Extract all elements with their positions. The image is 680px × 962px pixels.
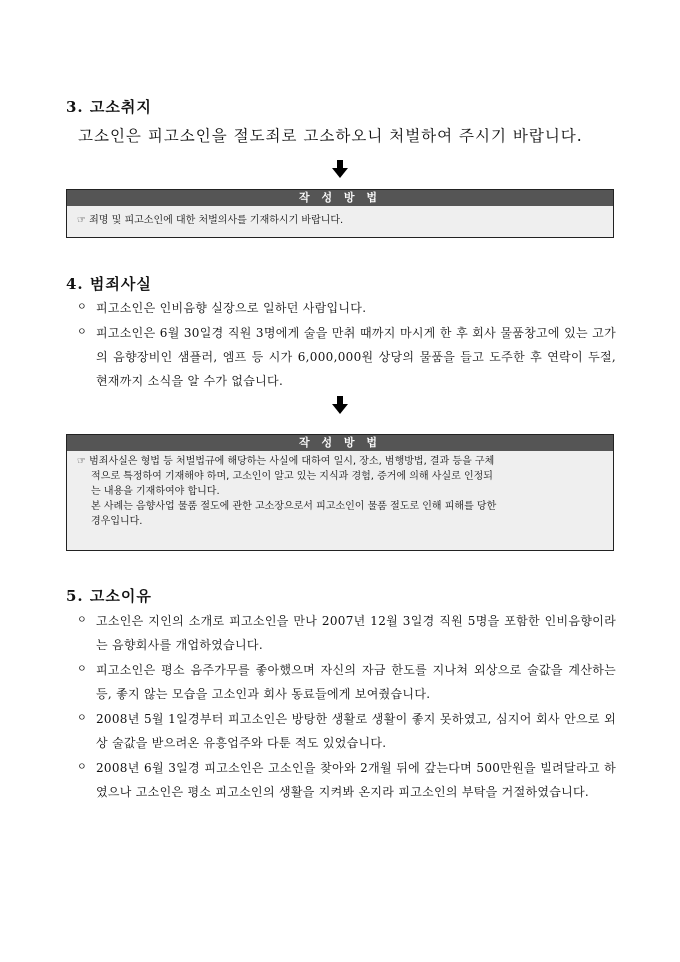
list-item-text: 2008년 5월 1일경부터 피고소인은 방탕한 생활로 생활이 좋지 못하였고, 심지어 회사 안으로 외상 술값을 받으려온 유흥업주와 다툰 적도 있었습니다. (96, 712, 616, 750)
list-item-text: 피고소인은 6월 30일경 직원 3명에게 술을 만취 때까지 마시게 한 후 회사 물품창고에 있는 고가의 음향장비인 샘플러, 엠프 등 시가 6,000,000원 상당의 물품을 들고 도주한 후 연락이 두절, 현재까지 소식을 알 수가 없습니다. (96, 326, 616, 388)
guide-line: 적으로 특정하여 기재해야 하며, 고소인이 알고 있는 지식과 경험, 증거에 의해 사실로 인정되 (91, 471, 493, 482)
guide-line: ☞ 죄명 및 피고소인에 대한 처벌의사를 기재하시기 바랍니다. (77, 215, 344, 226)
section3-guide-box (66, 189, 614, 238)
list-item (76, 707, 616, 755)
guide-body (67, 206, 613, 232)
guide-line: 는 내용을 기재하여야 합니다. (91, 486, 220, 497)
bullet-circle-icon: ㅇ (77, 327, 87, 338)
down-arrow-icon (332, 396, 348, 414)
list-item-text: 피고소인은 평소 음주가무를 좋아했으며 자신의 자금 한도를 지나쳐 외상으로 술값을 계산하는 등, 좋지 않는 모습을 고소인과 회사 동료들에게 보여줬습니다. (96, 663, 616, 701)
list-item (76, 609, 616, 657)
list-item-text: 피고소인은 인비음향 실장으로 일하던 사람입니다. (96, 301, 367, 315)
list-item-text: 2008년 6월 3일경 피고소인은 고소인을 찾아와 2개월 뒤에 갚는다며 500만원을 빌려달라고 하였으나 고소인은 평소 피고소인의 생활을 지켜봐 온지라 피고소인의 부탁을 거절하였습니다. (96, 761, 616, 799)
list-item (76, 756, 616, 804)
list-item (76, 296, 616, 320)
section4-heading: 4. 범죄사실 (66, 275, 152, 293)
section4-list (76, 296, 616, 394)
bullet-circle-icon: ㅇ (77, 302, 87, 313)
section3-heading: 3. 고소취지 (66, 98, 152, 116)
guide-title: 작 성 방 법 (67, 435, 613, 451)
bullet-circle-icon: ㅇ (77, 615, 87, 626)
guide-body (67, 451, 613, 533)
guide-line: 경우입니다. (91, 516, 143, 527)
guide-title: 작 성 방 법 (67, 190, 613, 206)
list-item (76, 658, 616, 706)
list-item-text: 고소인은 지인의 소개로 피고소인을 만나 2007년 12월 3일경 직원 5명을 포함한 인비음향이라는 음향회사를 개업하였습니다. (96, 614, 616, 652)
guide-line: ☞ 범죄사실은 형법 등 처벌법규에 해당하는 사실에 대하여 일시, 장소, 범행방법, 결과 등을 구체 (77, 456, 495, 467)
section5-heading: 5. 고소이유 (66, 587, 152, 605)
down-arrow-icon (332, 160, 348, 178)
bullet-circle-icon: ㅇ (77, 664, 87, 675)
section5-list (76, 609, 616, 805)
section4-guide-box (66, 434, 614, 551)
list-item (76, 321, 616, 393)
guide-line: 본 사례는 음향사업 물품 절도에 관한 고소장으로서 피고소인이 물품 절도로 인해 피해를 당한 (91, 501, 497, 512)
bullet-circle-icon: ㅇ (77, 713, 87, 724)
section3-body: 고소인은 피고소인을 절도죄로 고소하오니 처벌하여 주시기 바랍니다. (78, 127, 583, 145)
bullet-circle-icon: ㅇ (77, 762, 87, 773)
